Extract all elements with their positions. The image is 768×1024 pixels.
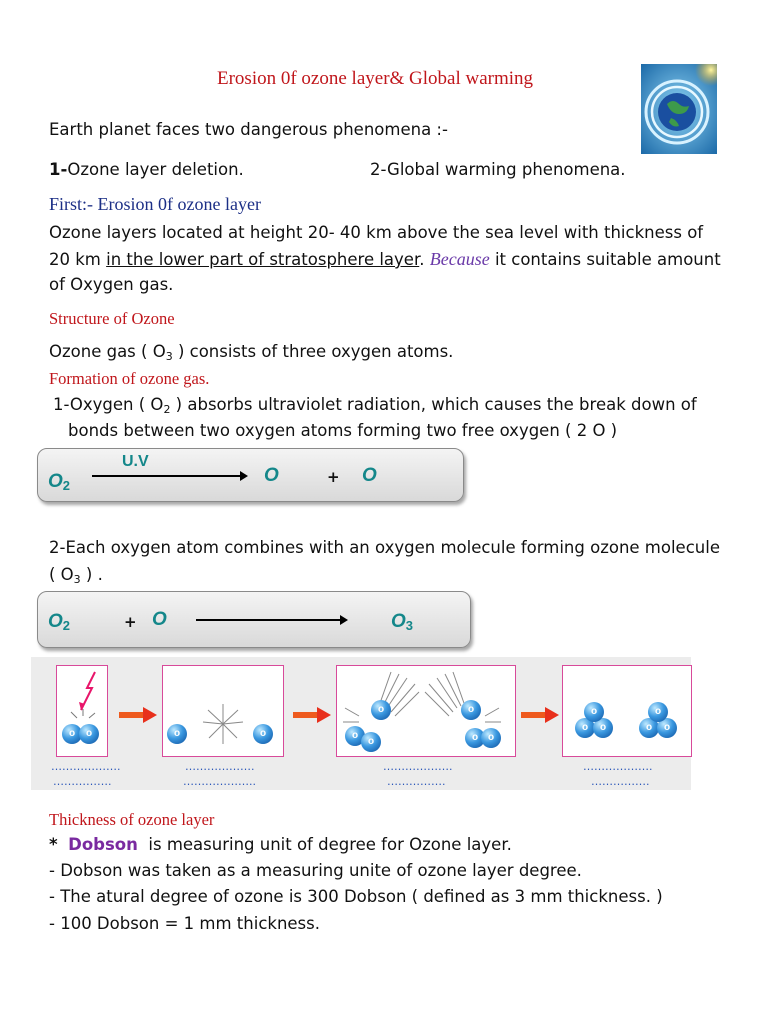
- next-arrow-icon: [293, 707, 331, 723]
- subscript: 3: [165, 350, 173, 363]
- reaction-arrow-1: [92, 475, 242, 477]
- page-title: Erosion 0f ozone layer& Global warming: [217, 68, 534, 89]
- eq2-plus: +: [124, 613, 137, 631]
- eq1-product-2: O: [362, 465, 377, 486]
- reaction-arrow-2: [196, 619, 342, 621]
- eq2-reactant-1: [48, 611, 70, 633]
- stratosphere-underlined: in the lower part of stratosphere layer: [106, 250, 420, 269]
- ozone-formation-diagram: [31, 657, 691, 790]
- blank-line: …………….: [387, 775, 446, 788]
- eq2-product: [391, 611, 413, 633]
- dobson-term: Dobson: [68, 835, 138, 854]
- oxygen-atom-icon: o: [481, 728, 501, 748]
- frame-uv-hit: [56, 665, 108, 757]
- step-text: 1-Oxygen ( O: [53, 395, 164, 414]
- step-2-line-1: 2-Each oxygen atom combines with an oxygen molecule forming ozone molecule: [49, 538, 720, 557]
- arrow-head-icon: [340, 615, 348, 625]
- bullet-star: *: [49, 835, 58, 854]
- paragraph-line-1: Ozone layers located at height 20- 40 km above the sea level with thickness of: [49, 223, 704, 242]
- earth-ozone-image: [641, 64, 717, 154]
- subscript: 3: [73, 573, 81, 586]
- oxygen-atom-icon: o: [167, 724, 187, 744]
- blank-line: ……………….: [51, 760, 121, 773]
- frame-collision: [336, 665, 516, 757]
- step-text: ) .: [80, 565, 103, 584]
- subscript: 3: [405, 618, 414, 633]
- oxygen-atom-icon: o: [361, 732, 381, 752]
- arrow-head-icon: [240, 471, 248, 481]
- intro-text: Earth planet faces two dangerous phenomena :-: [49, 120, 448, 139]
- oxygen-symbol: O: [48, 471, 63, 492]
- blank-line: ………………..: [183, 775, 256, 788]
- ozone-text: Ozone gas ( O: [49, 342, 166, 361]
- paragraph-text: it contains suitable amount: [489, 250, 721, 269]
- next-arrow-icon: [521, 707, 559, 723]
- structure-heading: Structure of Ozone: [49, 309, 175, 328]
- eq1-product-1: O: [264, 465, 279, 486]
- eq1-reactant: [48, 471, 70, 493]
- blank-line: ……………….: [185, 760, 255, 773]
- formation-heading: Formation of ozone gas.: [49, 369, 210, 388]
- oxygen-atom-icon: o: [465, 728, 485, 748]
- oxygen-symbol: O: [48, 611, 63, 632]
- oxygen-atom-icon: o: [593, 718, 613, 738]
- ozone-text: ) consists of three oxygen atoms.: [172, 342, 454, 361]
- eq2-reactant-2: O: [152, 609, 167, 630]
- thickness-line-3: - The atural degree of ozone is 300 Dobson ( defined as 3 mm thickness. ): [49, 887, 663, 906]
- subscript: 2: [62, 478, 71, 493]
- oxygen-symbol: O: [391, 611, 406, 632]
- blank-line: ……………….: [383, 760, 453, 773]
- because-word: Because: [429, 249, 490, 269]
- dobson-definition: [49, 835, 512, 854]
- oxygen-atom-icon: o: [575, 718, 595, 738]
- point-1: [49, 160, 244, 179]
- frame-ozone-molecules: [562, 665, 692, 757]
- paragraph-text: 20 km: [49, 250, 107, 269]
- first-heading: First:- Erosion 0f ozone layer: [49, 194, 261, 214]
- eq1-plus: +: [327, 468, 340, 486]
- oxygen-atom-icon: o: [461, 700, 481, 720]
- point-1-text: Ozone layer deletion.: [67, 160, 244, 179]
- step-2-line-2: [49, 565, 103, 586]
- step-1-line-2: bonds between two oxygen atoms forming two free oxygen ( 2 O ): [68, 421, 618, 440]
- paragraph-line-2: [49, 249, 721, 270]
- oxygen-atom-icon: o: [79, 724, 99, 744]
- step-text: ) absorbs ultraviolet radiation, which causes the break down of: [170, 395, 697, 414]
- thickness-line-4: - 100 Dobson = 1 mm thickness.: [49, 914, 320, 933]
- oxygen-atom-icon: o: [657, 718, 677, 738]
- paragraph-line-3: of Oxygen gas.: [49, 275, 174, 294]
- thickness-heading: Thickness of ozone layer: [49, 810, 215, 829]
- blank-line: …………….: [591, 775, 650, 788]
- thickness-line-2: - Dobson was taken as a measuring unite of ozone layer degree.: [49, 861, 582, 880]
- oxygen-atom-icon: o: [371, 700, 391, 720]
- step-text: ( O: [49, 565, 74, 584]
- ozone-structure-line: [49, 342, 453, 363]
- next-arrow-icon: [119, 707, 157, 723]
- oxygen-atom-icon: o: [345, 726, 365, 746]
- uv-label: U.V: [122, 453, 149, 470]
- frame-bond-break: [162, 665, 284, 757]
- point-1-number: 1-: [49, 160, 68, 179]
- blank-line: …………….: [53, 775, 112, 788]
- oxygen-atom-icon: o: [648, 702, 668, 722]
- oxygen-atom-icon: o: [639, 718, 659, 738]
- dobson-text: is measuring unit of degree for Ozone layer.: [148, 835, 512, 854]
- subscript: 2: [62, 618, 71, 633]
- oxygen-atom-icon: o: [253, 724, 273, 744]
- paragraph-text: .: [419, 250, 430, 269]
- step-1-line-1: [53, 395, 697, 416]
- point-2: 2-Global warming phenomena.: [370, 160, 626, 179]
- blank-line: ……………….: [583, 760, 653, 773]
- oxygen-atom-icon: o: [584, 702, 604, 722]
- oxygen-atom-icon: o: [62, 724, 82, 744]
- subscript: 2: [163, 403, 171, 416]
